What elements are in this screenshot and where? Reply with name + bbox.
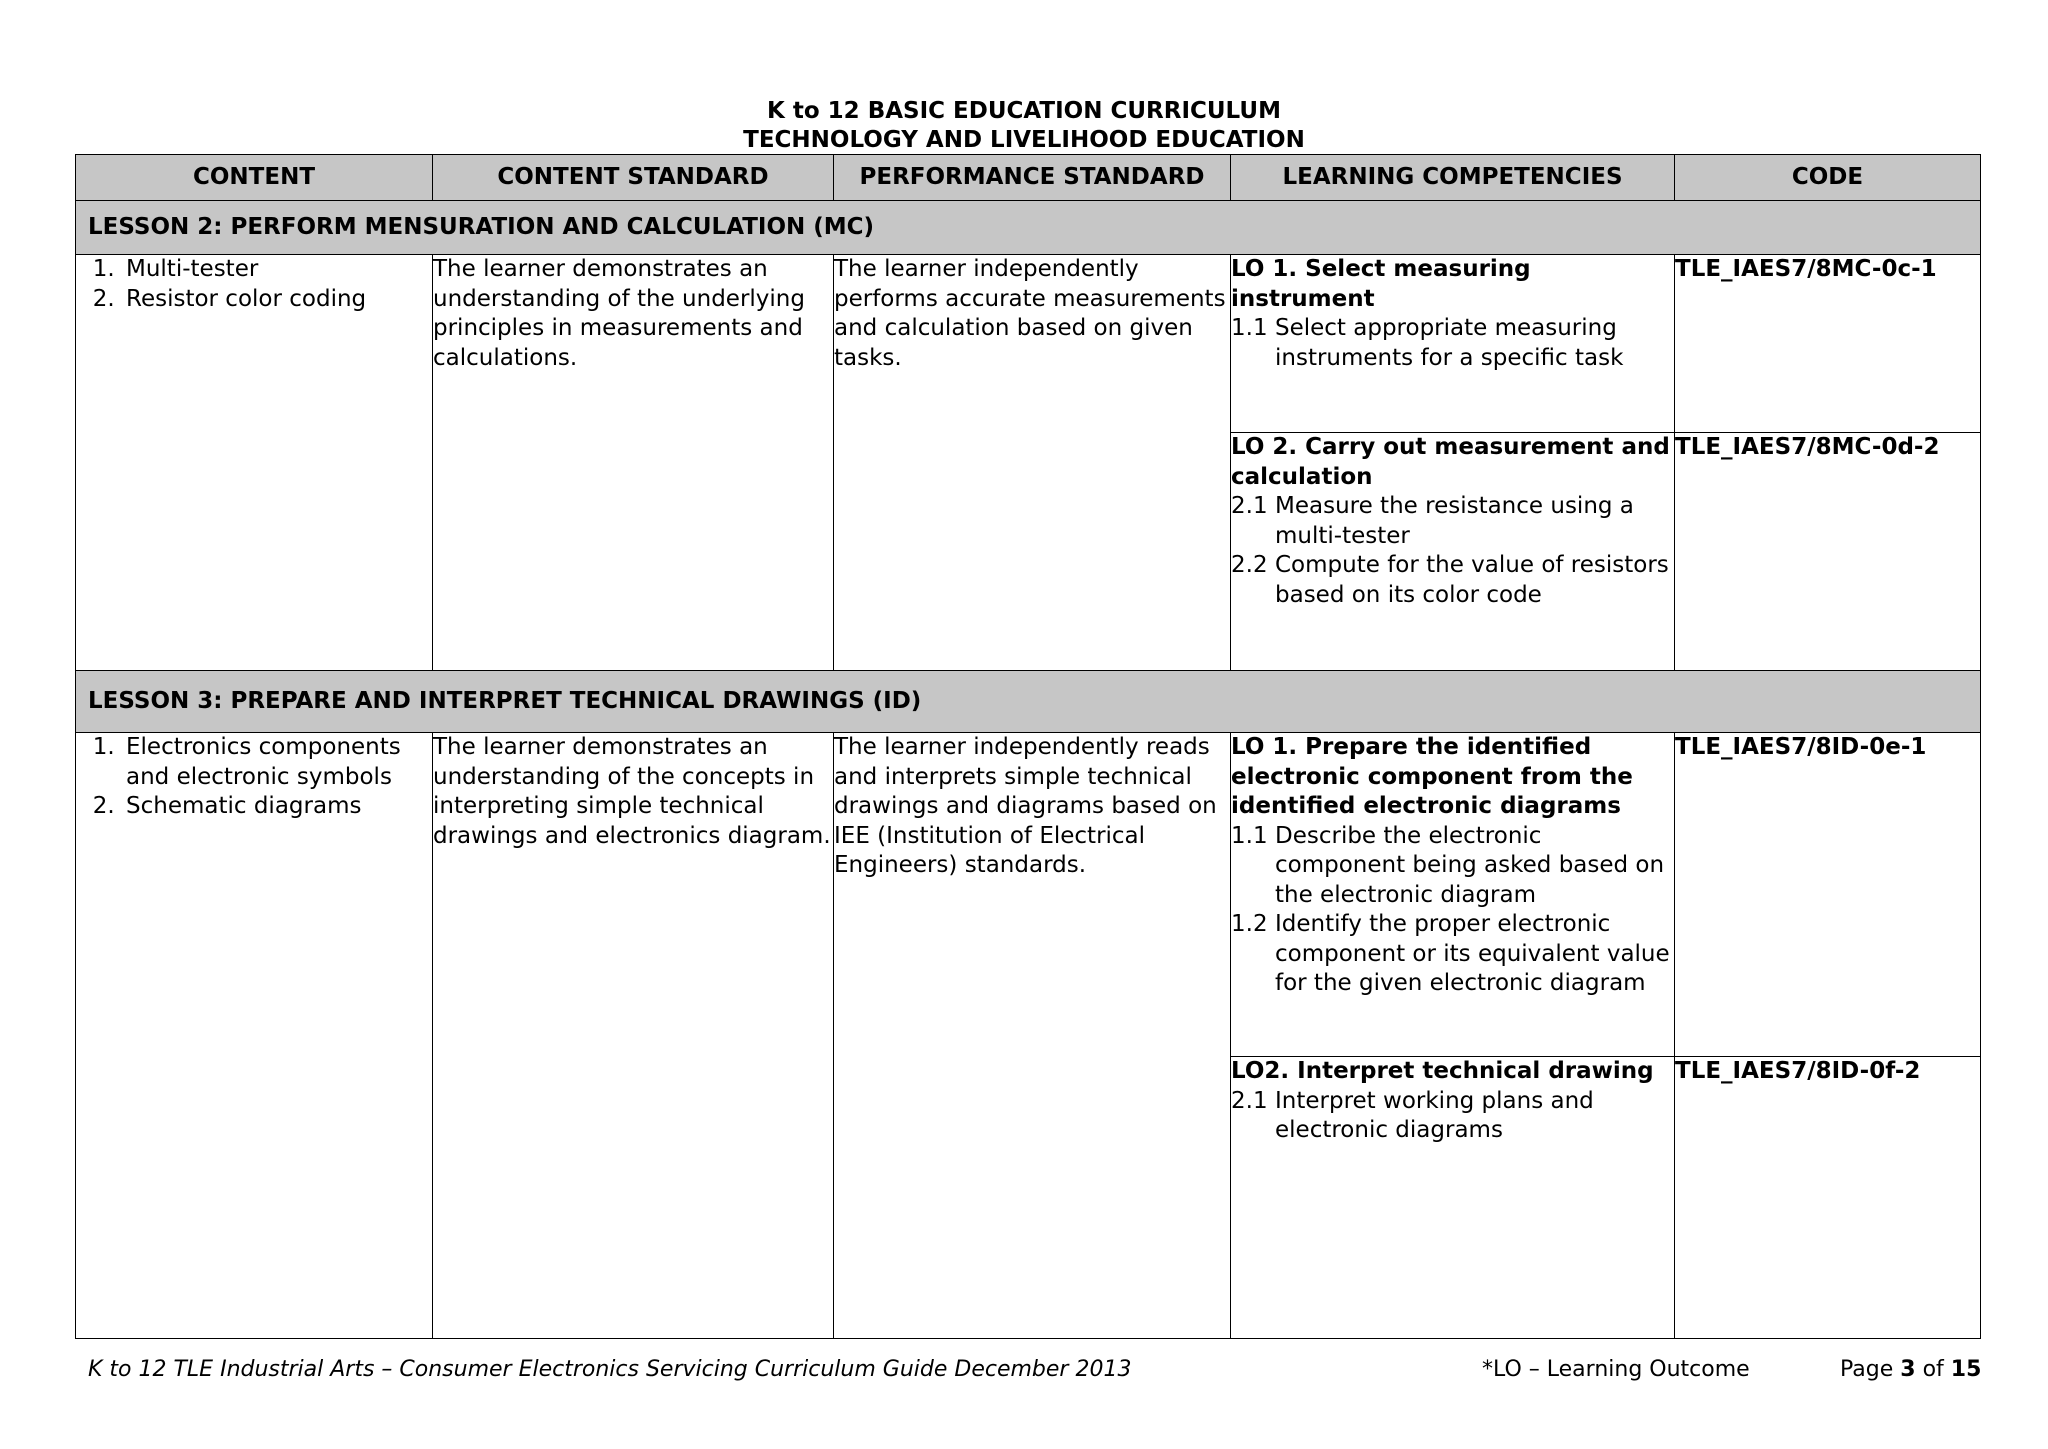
competency-item: [1231, 314, 1674, 373]
content-standard-cell: The learner demonstrates an understanding of the underlying principles in measurements and calculations.: [433, 255, 834, 671]
content-item: 2. Resistor color coding: [122, 285, 432, 315]
column-header-content: CONTENT: [76, 155, 433, 201]
competency-text: Select appropriate measuring instruments for a specific task: [1275, 315, 1624, 371]
competency-text: Compute for the value of resistors based on its color code: [1275, 552, 1669, 608]
performance-standard-cell: The learner independently reads and interprets simple technical drawings and diagrams based on IEE (Institution of Electrical Engineers) standards.: [834, 733, 1231, 1339]
code-cell: TLE_IAES7/8MC-0c-1: [1675, 255, 1981, 433]
lesson-title: LESSON 2: PERFORM MENSURATION AND CALCULATION (MC): [76, 201, 1981, 255]
competency-item: [1231, 910, 1674, 999]
learning-competency-cell: [1231, 733, 1675, 1057]
content-cell: [76, 733, 433, 1339]
competency-number: 1.1: [1231, 315, 1268, 341]
learning-outcome-title: LO 1. Prepare the identified electronic component from the identified electronic diagrams: [1231, 734, 1633, 819]
lesson-header-row: [76, 201, 1981, 255]
competency-number: 2.2: [1231, 552, 1268, 578]
page-of: of: [1915, 1357, 1951, 1382]
competency-number: 2.1: [1231, 1087, 1268, 1114]
lesson-header-row: [76, 671, 1981, 733]
column-header-performance-standard: PERFORMANCE STANDARD: [834, 155, 1231, 201]
learning-competency-cell: [1231, 1057, 1675, 1339]
learning-competency-cell: [1231, 433, 1675, 671]
code-cell: TLE_IAES7/8ID-0e-1: [1675, 733, 1981, 1057]
column-header-learning-competencies: LEARNING COMPETENCIES: [1231, 155, 1675, 201]
competency-item: [1231, 1087, 1674, 1146]
table-header-row: [76, 155, 1981, 201]
document-subtitle: TECHNOLOGY AND LIVELIHOOD EDUCATION: [743, 127, 1305, 153]
page-prefix: Page: [1840, 1357, 1901, 1382]
competency-item: [1231, 492, 1674, 551]
competency-number: 2.1: [1231, 493, 1268, 519]
competency-text: Interpret working plans and electronic diagrams: [1275, 1087, 1594, 1143]
content-standard-cell: The learner demonstrates an understanding of the concepts in interpreting simple technical drawings and electronics diagram.: [433, 733, 834, 1339]
performance-standard-cell: The learner independently performs accurate measurements and calculation based on given tasks.: [834, 255, 1231, 671]
page-current: 3: [1900, 1357, 1916, 1382]
content-item: 1. Electronics components and electronic symbols: [122, 733, 432, 792]
content-item: 2. Schematic diagrams: [122, 792, 432, 822]
table-row: [76, 255, 1981, 433]
curriculum-table: [75, 154, 1981, 1339]
code-cell: TLE_IAES7/8ID-0f-2: [1675, 1057, 1981, 1339]
page-total: 15: [1950, 1357, 1982, 1382]
content-list: [76, 255, 432, 314]
competency-number: 1.2: [1231, 911, 1268, 937]
competency-item: [1231, 551, 1674, 610]
column-header-code: CODE: [1675, 155, 1981, 201]
content-list: [76, 733, 432, 822]
learning-outcome-title: LO2. Interpret technical drawing: [1231, 1058, 1654, 1084]
table-row: [76, 733, 1981, 1057]
page-number: [1840, 1356, 1981, 1384]
document-title: K to 12 BASIC EDUCATION CURRICULUM: [767, 98, 1281, 124]
competency-text: Identify the proper electronic component or its equivalent value for the given electronic diagram: [1275, 911, 1670, 996]
column-header-content-standard: CONTENT STANDARD: [433, 155, 834, 201]
content-item: 1. Multi-tester: [122, 255, 432, 285]
competency-text: Describe the electronic component being asked based on the electronic diagram: [1275, 822, 1665, 908]
competency-number: 1.1: [1231, 822, 1268, 849]
competency-item: [1231, 822, 1674, 911]
footer-legend: *LO – Learning Outcome: [1482, 1357, 1750, 1382]
code-cell: TLE_IAES7/8MC-0d-2: [1675, 433, 1981, 671]
learning-competency-cell: [1231, 255, 1675, 433]
competency-text: Measure the resistance using a multi-tester: [1275, 493, 1634, 549]
content-cell: [76, 255, 433, 671]
learning-outcome-title: LO 1. Select measuring instrument: [1231, 256, 1531, 312]
footer-document-title: K to 12 TLE Industrial Arts – Consumer Electronics Servicing Curriculum Guide December 2013: [88, 1357, 1132, 1382]
learning-outcome-title: LO 2. Carry out measurement and calculation: [1231, 434, 1670, 490]
lesson-title: LESSON 3: PREPARE AND INTERPRET TECHNICAL DRAWINGS (ID): [76, 671, 1981, 733]
